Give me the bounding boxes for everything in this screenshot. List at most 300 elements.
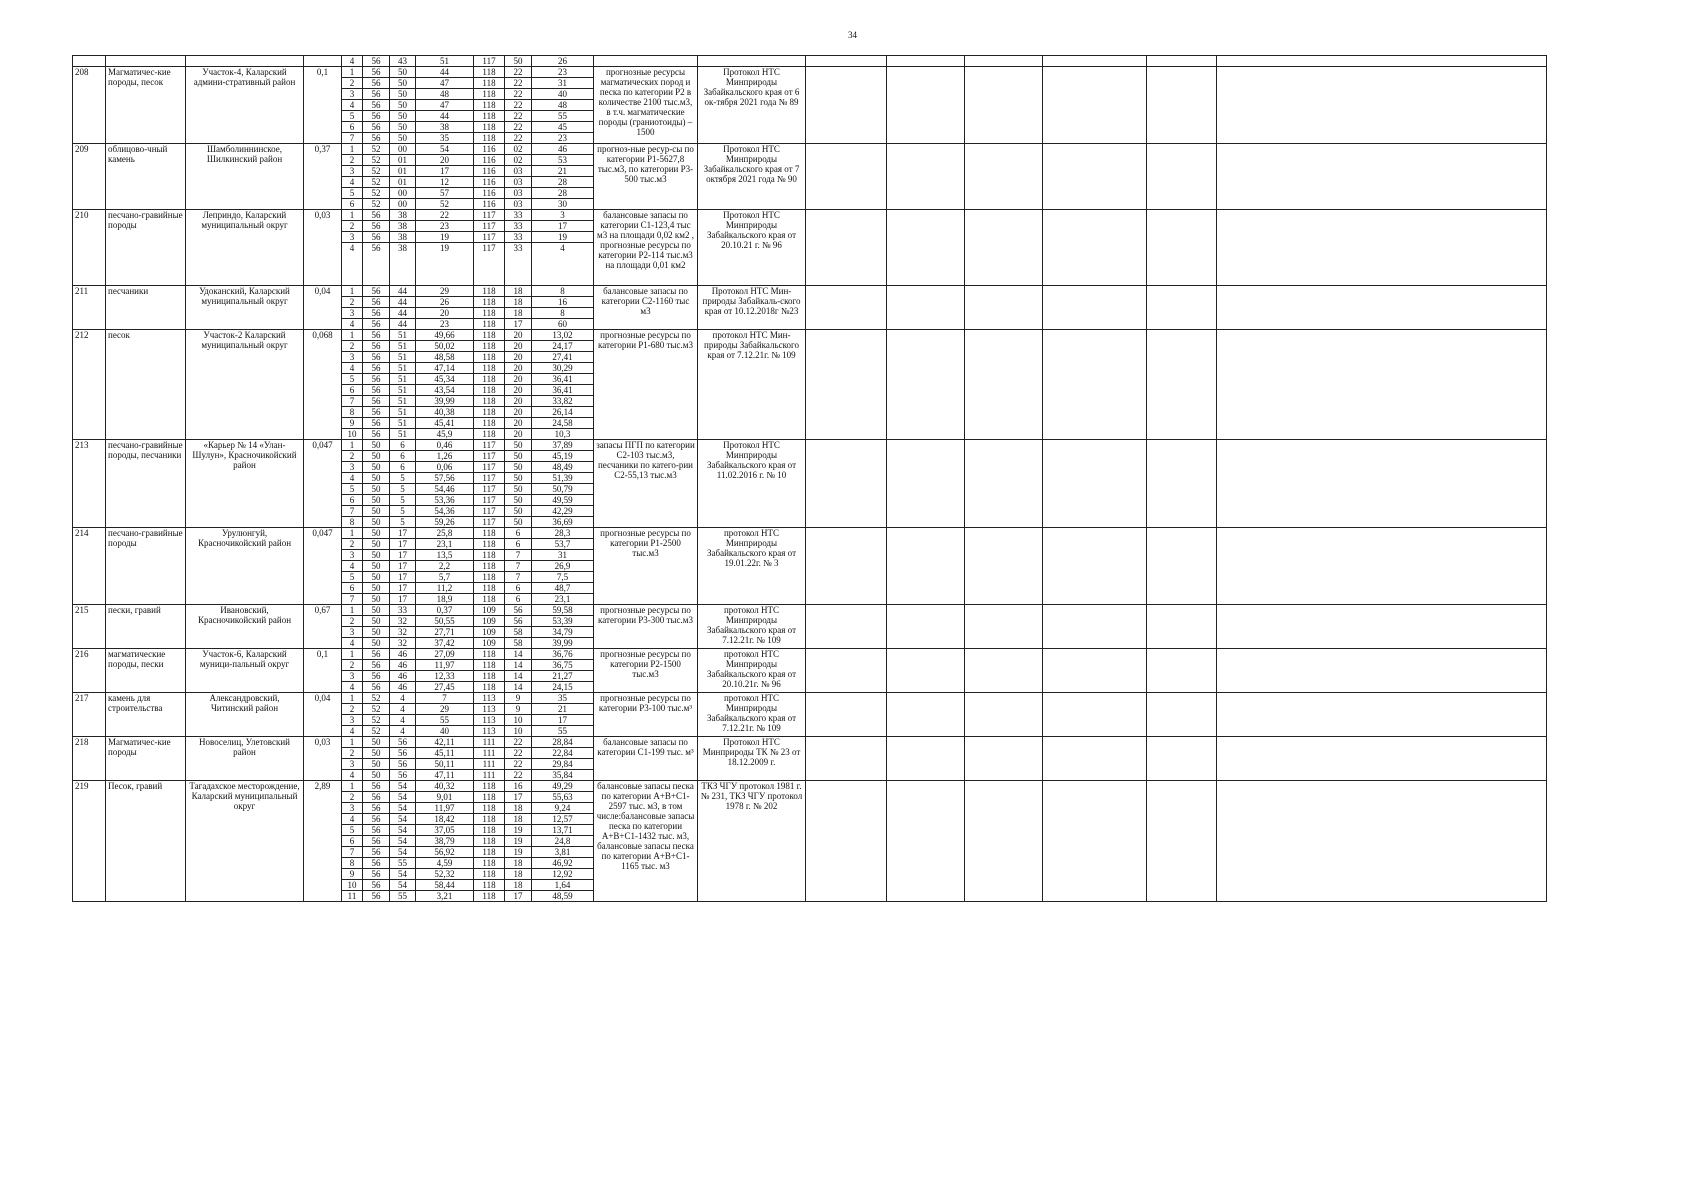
coord-cell: 118 (474, 649, 505, 660)
coord-cell: 22 (416, 210, 474, 221)
coord-cell: 56 (363, 111, 390, 122)
coord-cell: 20 (505, 352, 532, 363)
coord-cell: 4 (390, 704, 416, 715)
coord-cell: 37,89 (532, 440, 594, 451)
rock-type: Песок, гравий (106, 781, 186, 902)
coord-cell: 17 (532, 715, 594, 726)
point-number: 2 (342, 78, 363, 89)
coord-cell: 10 (505, 715, 532, 726)
coord-cell: 54 (390, 825, 416, 836)
coord-cell: 20 (505, 385, 532, 396)
coord-cell: 14 (505, 671, 532, 682)
coord-cell: 45,41 (416, 418, 474, 429)
point-number: 7 (342, 847, 363, 858)
coord-cell: 116 (474, 177, 505, 188)
coord-cell: 50 (363, 770, 390, 781)
empty-cell (806, 649, 887, 693)
coord-cell: 50 (363, 605, 390, 616)
coord-cell: 56 (363, 418, 390, 429)
coord-cell: 18 (505, 814, 532, 825)
coord-cell: 25,8 (416, 528, 474, 539)
protocol: ТКЗ ЧГУ протокол 1981 г. № 231, ТКЗ ЧГУ протокол 1978 г. № 202 (698, 781, 806, 902)
coord-cell: 01 (390, 166, 416, 177)
coord-cell: 02 (505, 155, 532, 166)
coord-cell: 118 (474, 858, 505, 869)
coord-cell: 36,76 (532, 649, 594, 660)
coord-cell: 20 (505, 418, 532, 429)
coord-cell: 52,32 (416, 869, 474, 880)
resources: прогнозные ресурсы по категории Р1-680 тыс.м3 (594, 330, 698, 440)
coord-cell: 56 (363, 792, 390, 803)
coord-cell: 111 (474, 759, 505, 770)
coord-cell: 53,39 (532, 616, 594, 627)
coord-cell: 37,42 (416, 638, 474, 649)
empty-cell (806, 144, 887, 210)
coord-cell: 38 (416, 122, 474, 133)
point-number: 4 (342, 561, 363, 572)
coord-cell: 22 (505, 748, 532, 759)
location: Участок-2 Каларский муниципальный округ (186, 330, 304, 440)
resources: прогноз-ные ресур-сы по категории Р1-5627,8 тыс.м3, по категории Р3-500 тыс.м3 (594, 144, 698, 210)
coord-cell: 60 (532, 319, 594, 330)
empty-cell (887, 210, 965, 286)
coord-cell: 51 (390, 341, 416, 352)
point-number: 4 (342, 177, 363, 188)
point-number: 2 (342, 221, 363, 232)
point-number: 4 (342, 638, 363, 649)
point-number: 3 (342, 715, 363, 726)
coord-cell: 50 (390, 133, 416, 144)
empty-cell (806, 528, 887, 605)
coord-cell: 40,32 (416, 781, 474, 792)
coord-cell: 56 (363, 297, 390, 308)
coord-cell: 56 (363, 429, 390, 440)
coord-cell: 47,11 (416, 770, 474, 781)
coord-cell: 5 (390, 484, 416, 495)
point-number: 3 (342, 671, 363, 682)
point-number: 4 (342, 363, 363, 374)
coord-cell: 50 (363, 737, 390, 748)
empty-cell (1147, 693, 1217, 737)
coord-cell: 03 (505, 199, 532, 210)
coord-cell: 54 (390, 803, 416, 814)
empty-cell (806, 210, 887, 286)
coord-cell: 5,7 (416, 572, 474, 583)
coord-cell: 56 (363, 649, 390, 660)
empty-cell (965, 693, 1043, 737)
empty-cell (1147, 737, 1217, 781)
coord-cell: 56 (505, 605, 532, 616)
coord-cell: 56 (363, 319, 390, 330)
point-number: 6 (342, 385, 363, 396)
coord-cell: 53,7 (532, 539, 594, 550)
coord-cell: 56 (363, 100, 390, 111)
empty-cell (806, 67, 887, 144)
point-number: 7 (342, 396, 363, 407)
coord-cell: 59,58 (532, 605, 594, 616)
coord-cell: 56 (363, 341, 390, 352)
empty-cell (1147, 67, 1217, 144)
coord-cell: 56 (505, 616, 532, 627)
coord-cell: 117 (474, 440, 505, 451)
coord-cell: 19 (505, 825, 532, 836)
coord-cell: 18 (505, 308, 532, 319)
coord-cell: 20 (505, 429, 532, 440)
coord-cell: 50 (363, 616, 390, 627)
coord-cell: 18,9 (416, 594, 474, 605)
coord-cell: 118 (474, 374, 505, 385)
coord-cell: 46 (390, 649, 416, 660)
coord-cell: 17 (390, 539, 416, 550)
coord-cell: 50 (505, 495, 532, 506)
coord-cell: 118 (474, 429, 505, 440)
rock-type: песчаники (106, 286, 186, 330)
empty-cell (887, 440, 965, 528)
coord-cell: 5 (390, 473, 416, 484)
coord-cell: 17 (390, 550, 416, 561)
protocol: протокол НТС Минприроды Забайкальского края от 7.12.21г. № 109 (698, 693, 806, 737)
point-number: 4 (342, 473, 363, 484)
coord-cell: 4 (342, 56, 363, 67)
coord-cell: 118 (474, 583, 505, 594)
coord-cell: 43,54 (416, 385, 474, 396)
coord-cell: 56 (363, 308, 390, 319)
coord-cell: 30,29 (532, 363, 594, 374)
location: Ивановский, Красночикойский район (186, 605, 304, 649)
empty-cell (887, 330, 965, 440)
coord-cell: 9,01 (416, 792, 474, 803)
coord-cell: 6 (505, 583, 532, 594)
coord-cell: 56 (363, 352, 390, 363)
coord-cell: 113 (474, 693, 505, 704)
coord-cell: 117 (474, 517, 505, 528)
entry-number: 214 (73, 528, 106, 605)
protocol (698, 56, 806, 67)
coord-cell: 16 (505, 781, 532, 792)
coord-cell: 50,11 (416, 759, 474, 770)
point-number: 3 (342, 232, 363, 243)
coord-cell: 50 (363, 583, 390, 594)
deposits-table (72, 55, 1547, 902)
coord-cell: 22 (505, 78, 532, 89)
location: Леприндо, Каларский муниципальный округ (186, 210, 304, 286)
coord-cell: 27,71 (416, 627, 474, 638)
coord-cell: 117 (474, 495, 505, 506)
point-number: 1 (342, 144, 363, 155)
coord-cell: 55 (390, 858, 416, 869)
coord-cell: 50 (505, 451, 532, 462)
coord-cell: 54,46 (416, 484, 474, 495)
coord-cell: 46 (390, 682, 416, 693)
coord-cell: 52 (363, 704, 390, 715)
coord-cell: 6 (505, 594, 532, 605)
coord-cell: 6 (390, 462, 416, 473)
resources: прогнозные ресурсы по категории Р3-300 тыс.м3 (594, 605, 698, 649)
empty-cell (1147, 286, 1217, 330)
empty-cell (887, 67, 965, 144)
coord-cell: 118 (474, 814, 505, 825)
coord-cell: 109 (474, 616, 505, 627)
protocol: Протокол НТС Мин-природы Забайкаль-ского края от 10.12.2018г №23 (698, 286, 806, 330)
coord-cell: 50 (390, 111, 416, 122)
coord-cell: 18 (505, 880, 532, 891)
empty-cell (965, 737, 1043, 781)
coord-cell: 18 (505, 286, 532, 297)
coord-cell: 27,41 (532, 352, 594, 363)
coord-cell: 48 (532, 100, 594, 111)
coord-cell: 31 (532, 550, 594, 561)
coord-cell: 23 (416, 319, 474, 330)
table-row (73, 528, 1547, 539)
coord-cell: 22 (505, 133, 532, 144)
coord-cell: 24,8 (532, 836, 594, 847)
coord-cell: 45,19 (532, 451, 594, 462)
coord-cell: 18 (505, 869, 532, 880)
coord-cell: 118 (474, 682, 505, 693)
coord-cell: 23,1 (532, 594, 594, 605)
coord-cell: 28 (532, 188, 594, 199)
coord-cell: 118 (474, 539, 505, 550)
coord-cell: 5 (390, 517, 416, 528)
entry-number: 216 (73, 649, 106, 693)
page-number: 34 (848, 30, 857, 40)
coord-cell: 48,7 (532, 583, 594, 594)
entry-number: 217 (73, 693, 106, 737)
protocol: протокол НТС Минприроды Забайкальского края от 7.12.21г. № 109 (698, 605, 806, 649)
coord-cell: 19 (416, 232, 474, 243)
coord-cell: 16 (532, 297, 594, 308)
rock-type: песчано-гравийные породы (106, 528, 186, 605)
coord-cell: 17 (505, 792, 532, 803)
rock-type: песок (106, 330, 186, 440)
coord-cell: 38 (390, 232, 416, 243)
coord-cell: 51 (390, 374, 416, 385)
resources: запасы ПГП по категории С2-103 тыс.м3, песчаники по катего-рии С2-55,13 тыс.м3 (594, 440, 698, 528)
empty-cell (887, 528, 965, 605)
coord-cell: 37,05 (416, 825, 474, 836)
coord-cell: 9,24 (532, 803, 594, 814)
point-number: 2 (342, 792, 363, 803)
point-number: 3 (342, 759, 363, 770)
coord-cell: 56 (363, 682, 390, 693)
coord-cell: 55 (390, 891, 416, 902)
coord-cell: 29 (416, 286, 474, 297)
coord-cell: 45 (532, 122, 594, 133)
entry-number: 210 (73, 210, 106, 286)
point-number: 4 (342, 682, 363, 693)
entry-number (73, 56, 106, 67)
coord-cell: 21 (532, 704, 594, 715)
coord-cell: 20 (505, 341, 532, 352)
coord-cell: 56 (363, 836, 390, 847)
area: 0,047 (304, 440, 342, 528)
coord-cell: 117 (474, 462, 505, 473)
coord-cell: 54 (390, 869, 416, 880)
coord-cell: 118 (474, 407, 505, 418)
table-row (73, 737, 1547, 748)
area: 0,047 (304, 528, 342, 605)
coord-cell: 52 (363, 155, 390, 166)
coord-cell: 118 (474, 133, 505, 144)
location: Удоканский, Каларский муниципальный округ (186, 286, 304, 330)
coord-cell: 56 (363, 847, 390, 858)
point-number: 6 (342, 583, 363, 594)
coord-cell: 11,2 (416, 583, 474, 594)
coord-cell: 22,84 (532, 748, 594, 759)
coord-cell: 56 (363, 221, 390, 232)
location: Новоселиц, Улетовский район (186, 737, 304, 781)
coord-cell: 118 (474, 297, 505, 308)
coord-cell: 113 (474, 704, 505, 715)
coord-cell: 56 (363, 89, 390, 100)
point-number: 5 (342, 188, 363, 199)
coord-cell: 117 (474, 451, 505, 462)
coord-cell: 50 (363, 484, 390, 495)
point-number: 1 (342, 330, 363, 341)
coord-cell: 51 (390, 330, 416, 341)
coord-cell: 51 (390, 407, 416, 418)
empty-cell (965, 286, 1043, 330)
coord-cell: 32 (390, 616, 416, 627)
coord-cell: 118 (474, 122, 505, 133)
coord-cell: 50 (363, 759, 390, 770)
location: Шамболиннинское, Шилкинский район (186, 144, 304, 210)
point-number: 6 (342, 495, 363, 506)
resources (594, 56, 698, 67)
point-number: 8 (342, 407, 363, 418)
coord-cell: 118 (474, 78, 505, 89)
coord-cell: 19 (416, 243, 474, 286)
coord-cell: 118 (474, 825, 505, 836)
empty-cell (1217, 649, 1547, 693)
coord-cell: 52 (363, 199, 390, 210)
point-number: 1 (342, 737, 363, 748)
coord-cell: 50 (505, 484, 532, 495)
coord-cell: 51 (390, 418, 416, 429)
coord-cell: 52 (363, 715, 390, 726)
coord-cell: 117 (474, 56, 505, 67)
empty-cell (1147, 440, 1217, 528)
protocol: Протокол НТС Минприроды Забайкальского края от 7 октября 2021 года № 90 (698, 144, 806, 210)
coord-cell: 52 (363, 188, 390, 199)
coord-cell: 53,36 (416, 495, 474, 506)
coord-cell: 56 (363, 374, 390, 385)
area (304, 56, 342, 67)
coord-cell: 118 (474, 352, 505, 363)
coord-cell: 38,79 (416, 836, 474, 847)
protocol: Протокол НТС Минприроды ТК № 23 от 18.12.2009 г. (698, 737, 806, 781)
table-row (73, 56, 1547, 67)
rock-type: камень для строительства (106, 693, 186, 737)
point-number: 1 (342, 528, 363, 539)
coord-cell: 50 (363, 627, 390, 638)
entry-number: 209 (73, 144, 106, 210)
coord-cell: 116 (474, 188, 505, 199)
coord-cell: 0,46 (416, 440, 474, 451)
coord-cell: 9 (505, 693, 532, 704)
protocol: Протокол НТС Минприроды Забайкальского края от 11.02.2016 г. № 10 (698, 440, 806, 528)
empty-cell (887, 649, 965, 693)
point-number: 2 (342, 660, 363, 671)
table-row (73, 210, 1547, 221)
resources: балансовые запасы песка по категории А+В+С1-2597 тыс. м3, в том числе:балансовые запасы песка по категории А+В+С1-1432 тыс. м3, балансовые запасы песка по категории А+В+С1-1165 тыс. м3 (594, 781, 698, 902)
coord-cell: 4 (532, 243, 594, 286)
area: 0,04 (304, 693, 342, 737)
coord-cell: 51 (390, 385, 416, 396)
coord-cell: 40 (532, 89, 594, 100)
coord-cell: 50 (363, 572, 390, 583)
coord-cell: 4 (390, 726, 416, 737)
coord-cell: 55 (532, 111, 594, 122)
point-number: 2 (342, 616, 363, 627)
coord-cell: 50 (505, 473, 532, 484)
coord-cell: 27,45 (416, 682, 474, 693)
coord-cell: 56 (363, 286, 390, 297)
coord-cell: 54 (390, 792, 416, 803)
coord-cell: 23 (532, 133, 594, 144)
coord-cell: 118 (474, 385, 505, 396)
coord-cell: 118 (474, 363, 505, 374)
coord-cell: 40,38 (416, 407, 474, 418)
point-number: 11 (342, 891, 363, 902)
entry-number: 218 (73, 737, 106, 781)
coord-cell: 54 (390, 880, 416, 891)
coord-cell: 17 (390, 583, 416, 594)
coord-cell: 56 (390, 737, 416, 748)
protocol: Протокол НТС Минприроды Забайкальского края от 6 ок-тября 2021 года № 89 (698, 67, 806, 144)
coord-cell: 56 (363, 243, 390, 286)
coord-cell: 50 (390, 78, 416, 89)
resources: балансовые запасы по категории С1-199 тыс. м³ (594, 737, 698, 781)
point-number: 4 (342, 319, 363, 330)
coord-cell: 20 (505, 363, 532, 374)
coord-cell: 117 (474, 473, 505, 484)
protocol: протокол НТС Минприроды Забайкальского края от 20.10.21г. № 96 (698, 649, 806, 693)
coord-cell: 55 (416, 715, 474, 726)
coord-cell: 55,63 (532, 792, 594, 803)
coord-cell: 117 (474, 484, 505, 495)
coord-cell: 19 (505, 836, 532, 847)
empty-cell (1147, 528, 1217, 605)
coord-cell: 49,66 (416, 330, 474, 341)
coord-cell: 51 (390, 352, 416, 363)
point-number: 3 (342, 627, 363, 638)
coord-cell: 56 (363, 396, 390, 407)
coord-cell: 118 (474, 330, 505, 341)
point-number: 1 (342, 693, 363, 704)
area: 0,67 (304, 605, 342, 649)
coord-cell: 48,58 (416, 352, 474, 363)
coord-cell: 12,33 (416, 671, 474, 682)
coord-cell: 38 (390, 221, 416, 232)
coord-cell: 22 (505, 770, 532, 781)
coord-cell: 51 (390, 429, 416, 440)
coord-cell: 32 (390, 627, 416, 638)
coord-cell: 50 (363, 462, 390, 473)
coord-cell: 44 (390, 297, 416, 308)
coord-cell: 118 (474, 319, 505, 330)
coord-cell: 43 (390, 56, 416, 67)
empty-cell (1217, 144, 1547, 210)
empty-cell (1217, 210, 1547, 286)
coord-cell: 53 (532, 155, 594, 166)
coord-cell: 46 (532, 144, 594, 155)
coord-cell: 56 (363, 660, 390, 671)
coord-cell: 12,92 (532, 869, 594, 880)
empty-cell (1147, 781, 1217, 902)
rock-type (106, 56, 186, 67)
coord-cell: 50 (363, 473, 390, 484)
